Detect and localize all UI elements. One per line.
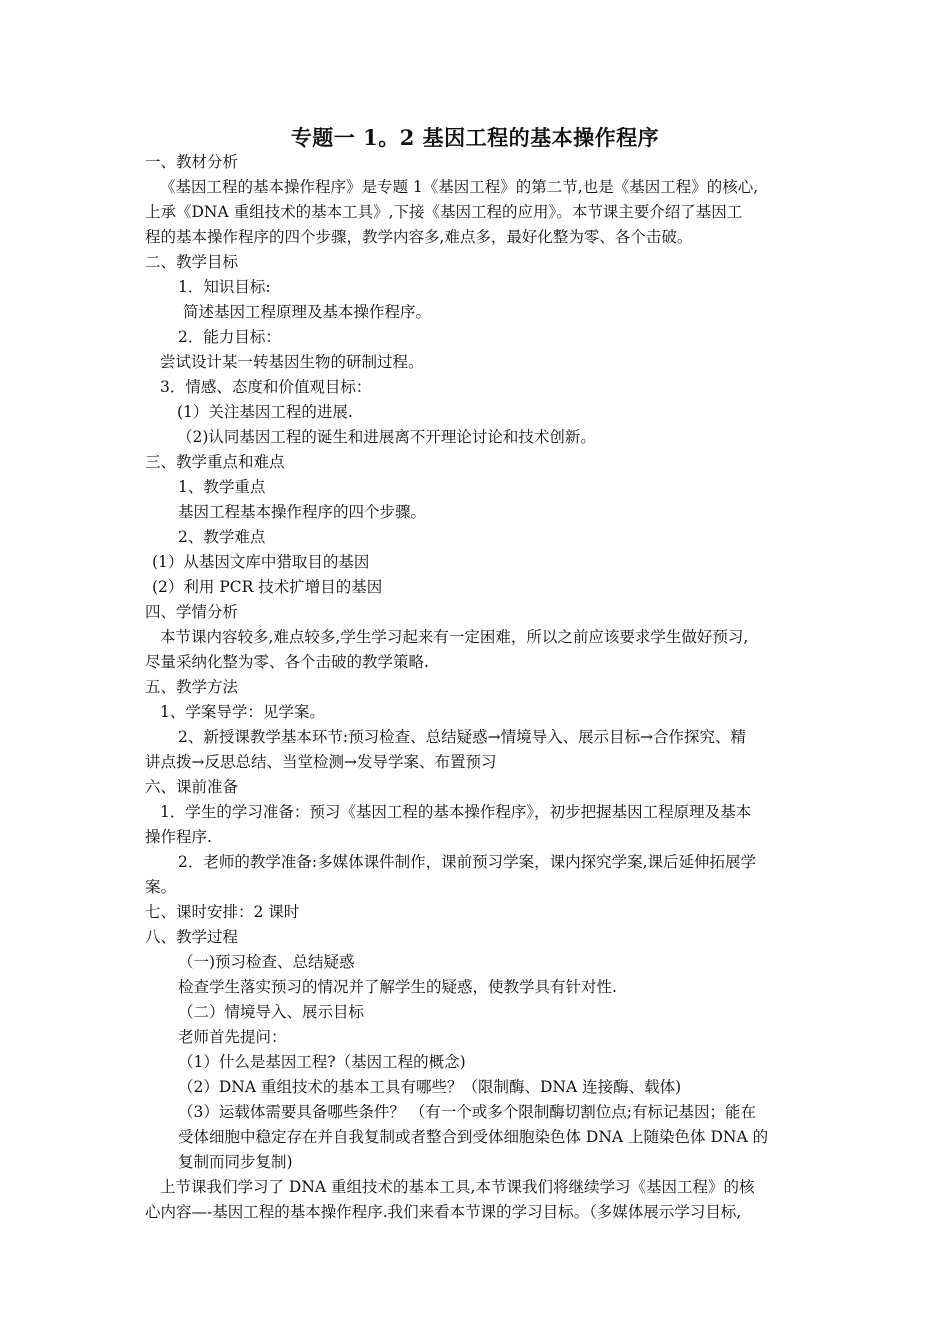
list-item: 1．学生的学习准备：预习《基因工程的基本操作程序》，初步把握基因工程原理及基本	[160, 803, 752, 821]
subheading: 2．能力目标：	[178, 328, 281, 346]
list-item: (2）利用 PCR 技术扩增目的基因	[152, 578, 383, 596]
paragraph-line: 程的基本操作程序的四个步骤，教学内容多,难点多，最好化整为零、各个击破。	[145, 228, 693, 246]
subheading: （二）情境导入、展示目标	[178, 1003, 365, 1021]
section-heading: 二、教学目标	[145, 253, 239, 271]
paragraph-line: 案。	[145, 878, 177, 896]
subheading: 2、教学难点	[178, 528, 266, 546]
paragraph-line: 尝试设计某一转基因生物的研制过程。	[160, 353, 424, 371]
document-title: 专题一 1。2 基因工程的基本操作程序	[290, 125, 660, 150]
subheading: （一)预习检查、总结疑惑	[178, 953, 355, 971]
section-heading: 七、课时安排：2 课时	[145, 903, 300, 921]
paragraph-line: 讲点拨→反思总结、当堂检测→发导学案、布置预习	[145, 753, 497, 771]
subheading: 3．情感、态度和价值观目标：	[160, 378, 372, 396]
paragraph-line: 复制而同步复制)	[178, 1153, 293, 1171]
list-item: 2．老师的教学准备:多媒体课件制作，课前预习学案，课内探究学案,课后延伸拓展学	[178, 853, 757, 871]
subheading: 1、教学重点	[178, 478, 266, 496]
list-item: （3）运载体需要具备哪些条件？ （有一个或多个限制酶切割位点;有标记基因；能在	[178, 1103, 757, 1121]
section-heading: 八、教学过程	[145, 928, 239, 946]
list-item: 1、学案导学：见学案。	[160, 703, 325, 721]
section-heading: 一、教材分析	[145, 153, 239, 171]
paragraph-line: 基因工程基本操作程序的四个步骤。	[178, 503, 427, 521]
paragraph-line: 心内容—-基因工程的基本操作程序.我们来看本节课的学习目标。（多媒体展示学习目标,	[145, 1203, 742, 1221]
paragraph-line: 上承《DNA 重组技术的基本工具》,下接《基因工程的应用》。本节课主要介绍了基因工	[145, 203, 743, 221]
paragraph-line: 《基因工程的基本操作程序》是专题 1《基因工程》的第二节,也是《基因工程》的核心,	[160, 178, 759, 196]
list-item: （2）DNA 重组技术的基本工具有哪些？（限制酶、DNA 连接酶、载体)	[178, 1078, 682, 1096]
paragraph-line: 本节课内容较多,难点较多,学生学习起来有一定困难，所以之前应该要求学生做好预习,	[160, 628, 749, 646]
section-heading: 三、教学重点和难点	[145, 453, 285, 471]
list-item: (1）关注基因工程的进展.	[177, 403, 353, 421]
paragraph-line: 上节课我们学习了 DNA 重组技术的基本工具,本节课我们将继续学习《基因工程》的核	[160, 1178, 755, 1196]
paragraph-line: 检查学生落实预习的情况并了解学生的疑惑，使教学具有针对性.	[178, 978, 617, 996]
paragraph-line: 简述基因工程原理及基本操作程序。	[183, 303, 432, 321]
list-item: (1）从基因文库中猎取目的基因	[152, 553, 370, 571]
section-heading: 五、教学方法	[145, 678, 239, 696]
list-item: （1）什么是基因工程?（基因工程的概念)	[178, 1053, 466, 1071]
paragraph-line: 受体细胞中稳定存在并自我复制或者整合到受体细胞染色体 DNA 上随染色体 DNA 的	[178, 1128, 769, 1146]
list-item: （2)认同基因工程的诞生和进展离不开理论讨论和技术创新。	[177, 428, 596, 446]
section-heading: 四、学情分析	[145, 603, 239, 621]
list-item: 2、新授课教学基本环节:预习检查、总结疑惑→情境导入、展示目标→合作探究、精	[178, 728, 747, 746]
section-heading: 六、课前准备	[145, 778, 239, 796]
paragraph-line: 操作程序.	[145, 828, 212, 846]
paragraph-line: 尽量采纳化整为零、各个击破的教学策略.	[145, 653, 429, 671]
subheading: 1．知识目标:	[178, 278, 271, 296]
paragraph-line: 老师首先提问：	[178, 1028, 287, 1046]
